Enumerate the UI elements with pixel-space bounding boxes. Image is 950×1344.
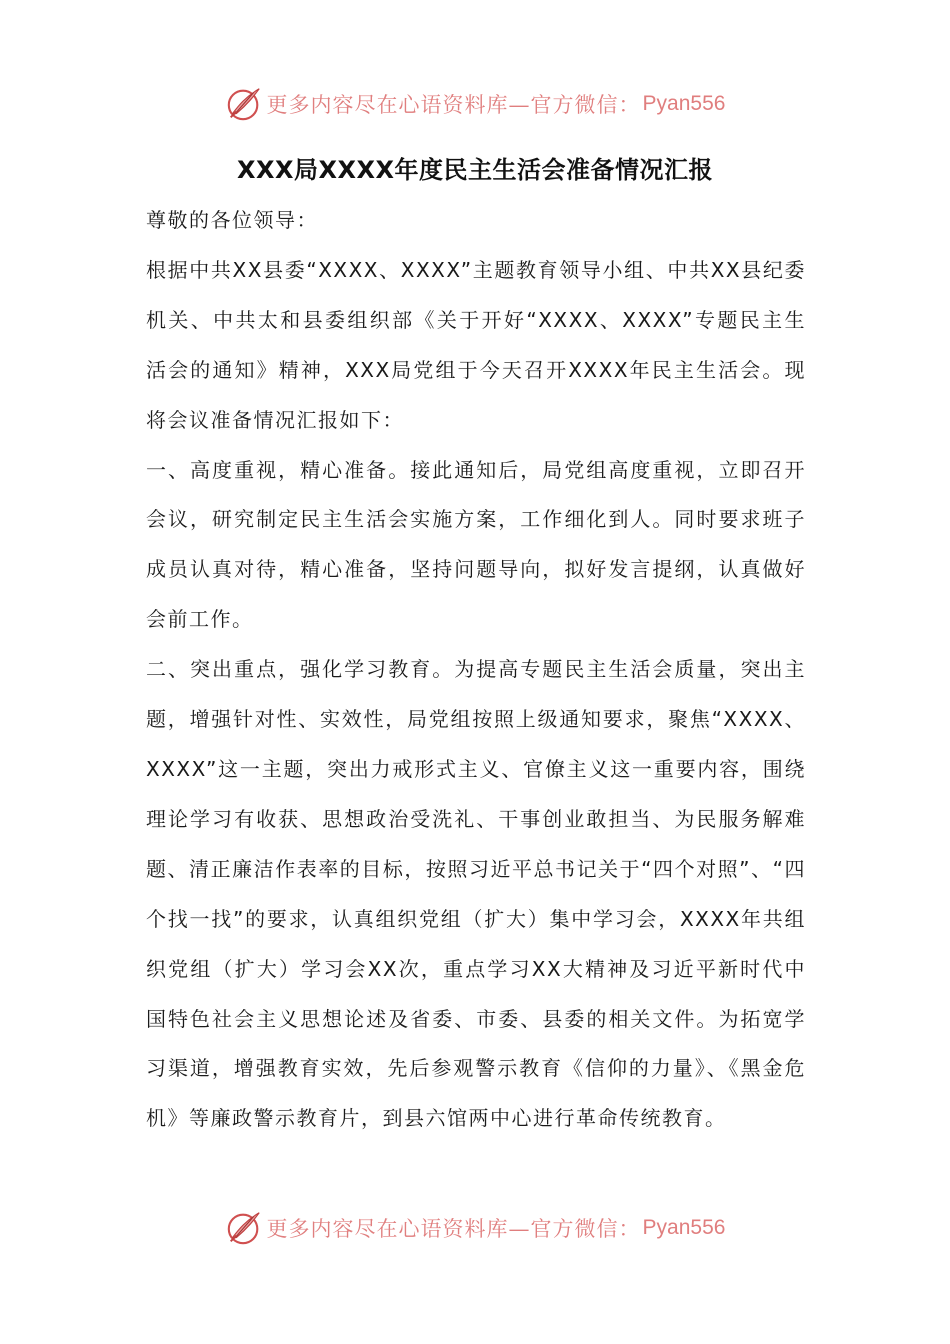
paragraph-section-one: 一、高度重视，精心准备。接此通知后，局党组高度重视，立即召开会议，研究制定民主生活会实施方案，工作细化到人。同时要求班子成员认真对待，精心准备，坚持问题导向，拟好发言提纲，认真做好会前工作。	[146, 457, 806, 632]
header-watermark	[0, 84, 950, 124]
footer-watermark	[0, 1208, 950, 1248]
quill-pen-icon	[225, 85, 263, 123]
paragraph-section-two: 二、突出重点，强化学习教育。为提高专题民主生活会质量，突出主题，增强针对性、实效性，局党组按照上级通知要求，聚焦“XXXX、XXXX”这一主题，突出力戒形式主义、官僚主义这一重要内容，围绕理论学习有收获、思想政治受洗礼、干事创业敢担当、为民服务解难题、清正廉洁作表率的目标，按照习近平总书记关于“四个对照”、“四个找一找”的要求，认真组织党组（扩大）集中学习会，XXXX年共组织党组（扩大）学习会XX次，重点学习XX大精神及习近平新时代中国特色社会主义思想论述及省委、市委、县委的相关文件。为拓宽学习渠道，增强教育实效，先后参观警示教育《信仰的力量》、《黑金危机》等廉政警示教育片，到县六馆两中心进行革命传统教育。	[146, 657, 806, 1131]
watermark-account: Pyan556	[642, 1216, 726, 1239]
watermark-account: Pyan556	[642, 92, 726, 115]
watermark-text: 更多内容尽在心语资料库—官方微信：	[266, 1217, 641, 1241]
document-body	[146, 196, 806, 1144]
paragraph-intro: 根据中共XX县委“XXXX、XXXX”主题教育领导小组、中共XX县纪委机关、中共太和县委组织部《关于开好“XXXX、XXXX”专题民主生活会的通知》精神，XXX局党组于今天召开XXXX年民主生活会。现将会议准备情况汇报如下：	[146, 257, 806, 432]
document-title: XXX局XXXX年度民主生活会准备情况汇报	[236, 156, 714, 184]
quill-pen-icon	[225, 1209, 263, 1247]
greeting: 尊敬的各位领导：	[146, 208, 318, 232]
watermark-text: 更多内容尽在心语资料库—官方微信：	[266, 93, 641, 117]
